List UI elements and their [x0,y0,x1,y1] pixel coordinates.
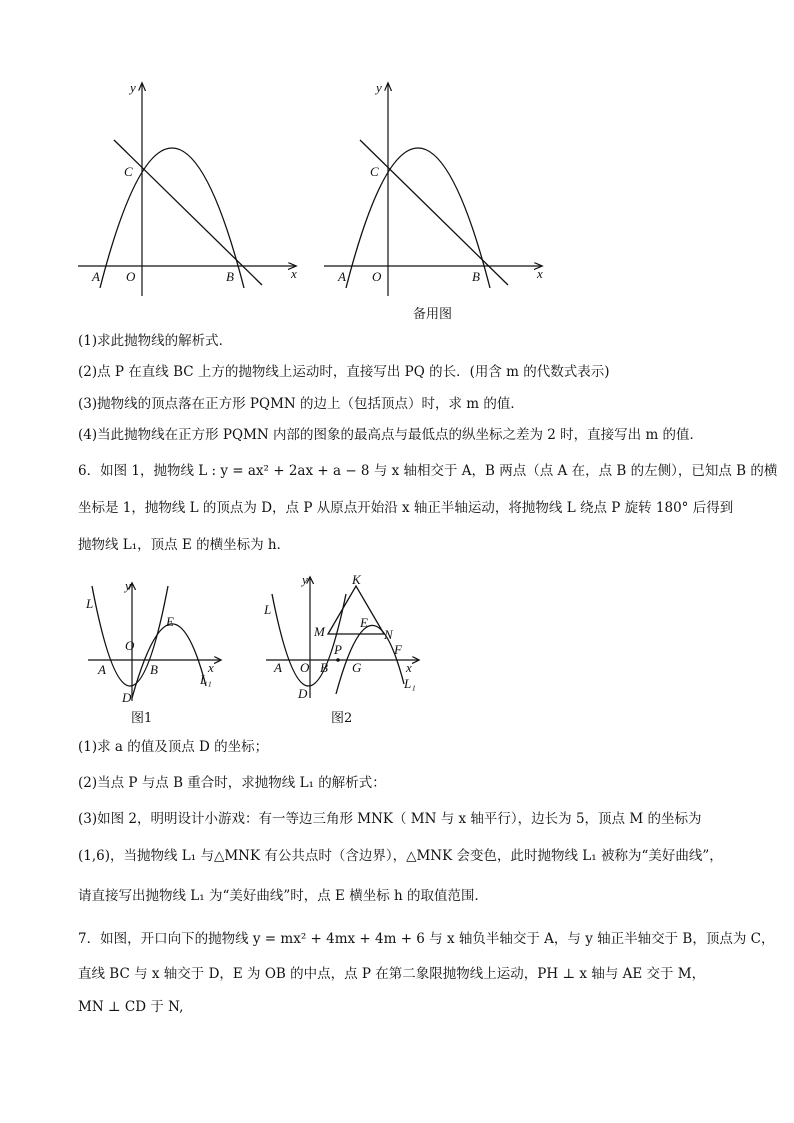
label-e: E [166,614,174,629]
label-b: B [226,269,234,284]
label-f: F [394,642,402,657]
label-l1: L₁ [200,672,212,687]
label-o: O [126,269,136,284]
q6-line-3: 抛物线 L₁，顶点 E 的横坐标为 h． [78,537,291,553]
q6-part-4: (1,6)，当抛物线 L₁ 与△MNK 有公共点时（含边界），△MNK 会变色，此时抛物线 L₁ 被称为“美好曲线”， [78,848,723,864]
label-x: x [537,266,543,281]
parabola [346,148,490,288]
q5-part-3: (3)抛物线的顶点落在正方形 PQMN 的边上（包括顶点）时，求 m 的值． [78,396,524,412]
label-l: L [264,602,272,617]
triangle-mnk [328,586,384,634]
label-p: P [334,642,342,657]
q5-part-2: (2)点 P 在直线 BC 上方的抛物线上运动时，直接写出 PQ 的长．(用含 m 的代数式表示) [78,364,610,380]
line-bc [114,140,262,285]
caption-spare-figure: 备用图 [413,307,453,322]
parabola-l1 [132,624,206,698]
figure-parabola-main [70,78,310,308]
q7-line-2: 直线 BC 与 x 轴交于 D，E 为 OB 的中点，点 P 在第二象限抛物线上运动，PH ⊥ x 轴与 AE 交于 M， [78,966,706,982]
label-g: G [352,660,362,675]
q6-line-2: 坐标是 1，抛物线 L 的顶点为 D，点 P 从原点开始沿 x 轴正半轴运动，将抛物线 L 绕点 P 旋转 180° 后得到 [78,500,734,516]
parabola [100,148,244,288]
label-n: N [384,627,393,642]
q7-line-1: 7．如图，开口向下的抛物线 y = mx² + 4mx + 4m + 6 与 x 轴负半轴交于 A，与 y 轴正半轴交于 B，顶点为 C， [78,931,775,947]
label-a: A [338,269,346,284]
label-y: y [302,572,308,587]
figure-q6-fig1 [80,576,230,706]
label-k: K [352,572,361,587]
q7-line-3: MN ⊥ CD 于 N, [78,999,184,1015]
q5-part-4: (4)当此抛物线在正方形 PQMN 内部的图象的最高点与最低点的纵坐标之差为 2 时，直接写出 m 的值． [78,427,704,443]
q6-part-1: (1)求 a 的值及顶点 D 的坐标； [78,739,269,755]
label-b: B [472,269,480,284]
label-l1: L₁ [404,676,416,691]
q6-line-1: 6．如图 1，抛物线 L : y = ax² + 2ax + a − 8 与 x 轴相交于 A，B 两点（点 A 在，点 B 的左侧），已知点 B 的横 [78,463,778,479]
label-b: B [320,660,328,675]
label-y: y [125,578,131,593]
label-o: O [300,660,310,675]
q6-part-2: (2)当点 P 与点 B 重合时，求抛物线 L₁ 的解析式： [78,775,386,791]
label-e: E [360,615,368,630]
label-x: x [291,266,297,281]
label-a: A [274,660,282,675]
label-o: O [125,638,135,653]
point-p [336,658,340,662]
caption-fig2: 图2 [331,711,353,726]
line-bc [360,140,508,285]
label-d: D [298,686,308,701]
caption-fig1: 图1 [131,711,153,726]
label-y: y [376,80,382,95]
label-c: C [124,164,133,179]
label-c: C [370,164,379,179]
label-y: y [130,80,136,95]
label-m: M [314,624,325,639]
q6-part-3: (3)如图 2，明明设计小游戏：有一等边三角形 MNK（ MN 与 x 轴平行），边长为 5，顶点 M 的坐标为 [78,811,702,827]
q6-part-5: 请直接写出抛物线 L₁ 为“美好曲线”时，点 E 横坐标 h 的取值范围． [78,888,488,904]
label-l: L [86,596,94,611]
label-b: B [150,662,158,677]
label-a: A [98,662,106,677]
label-x: x [406,660,412,675]
q5-part-1: (1)求此抛物线的解析式． [78,333,233,349]
figure-parabola-spare [316,78,556,308]
label-o: O [372,269,382,284]
label-d: D [122,690,132,705]
label-x: x [208,660,214,675]
label-a: A [92,269,100,284]
figure-q6-fig2 [258,572,428,706]
